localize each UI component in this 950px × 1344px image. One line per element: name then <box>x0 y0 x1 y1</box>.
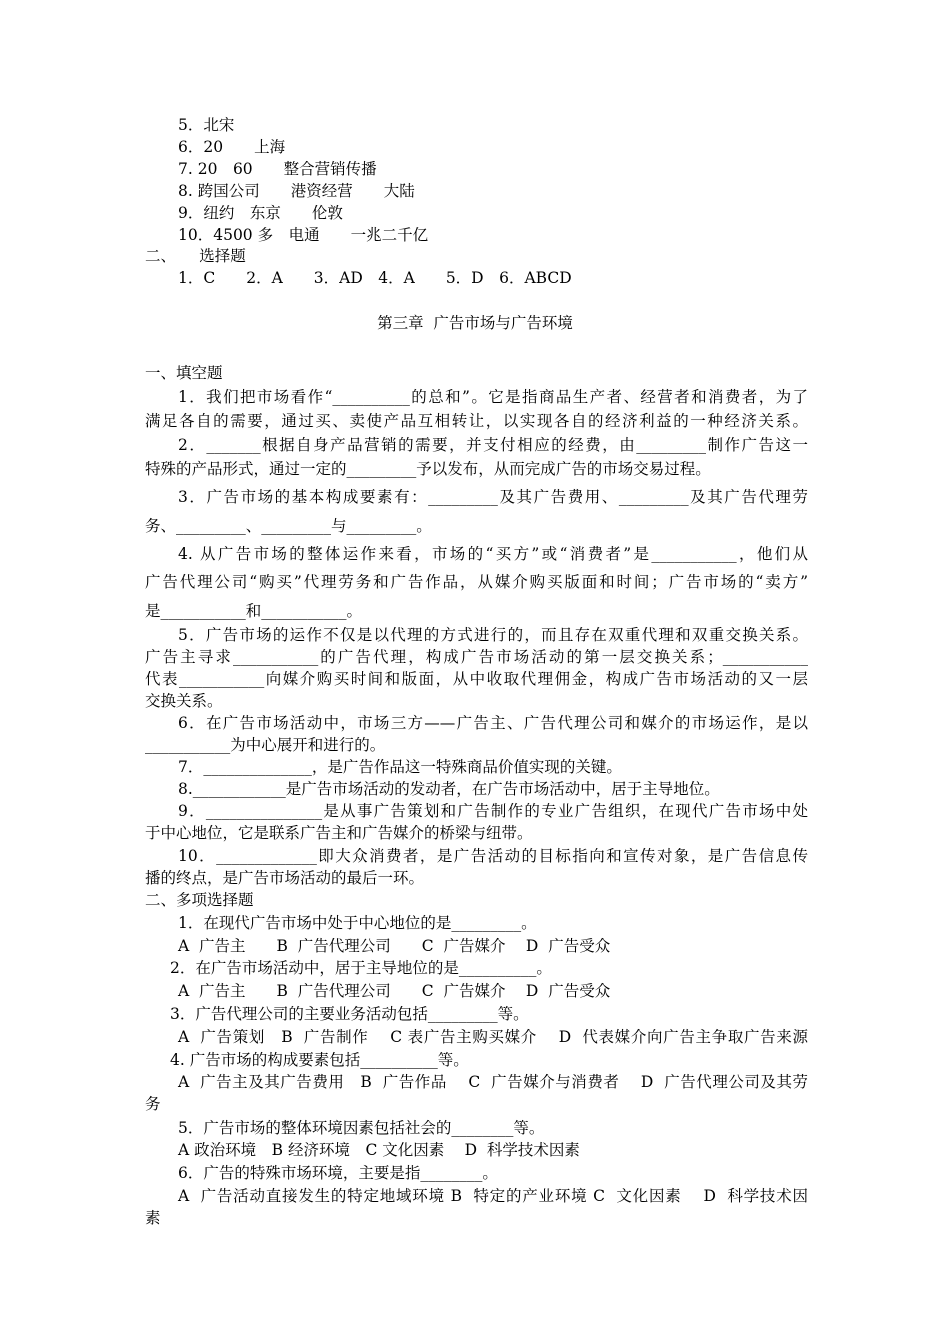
fill-q6-line1: 6．在广告市场活动中，市场三方——广告主、广告代理公司和媒介的市场运作，是以 <box>178 714 808 732</box>
fill-q5-line3: 代表___________向媒介购买时间和版面，从中收取代理佣金，构成广告市场活动的又一层 <box>145 670 808 688</box>
fill-q5-line2: 广告主寻求___________的广告代理，构成广告市场活动的第一层交换关系；___________ <box>145 648 808 666</box>
multi-section-heading: 二、多项选择题 <box>145 891 254 909</box>
multi-q6-options-line1: A 广告活动直接发生的特定地域环境 B 特定的产业环境 C 文化因素 D 科学技术因 <box>178 1187 808 1205</box>
fill-q4-line2: 广告代理公司“购买”代理劳务和广告作品，从媒介购买版面和时间；广告市场的“卖方” <box>145 573 808 591</box>
multi-q1-options: A 广告主 B 广告代理公司 C 广告媒介 D 广告受众 <box>178 937 611 955</box>
fill-q1-line1: 1．我们把市场看作“__________的总和”。它是指商品生产者、经营者和消费者，为了 <box>178 388 808 406</box>
fill-q1-line2: 满足各自的需要，通过买、卖使产品互相转让，以实现各自的经济利益的一种经济关系。 <box>145 412 808 430</box>
fill-q10-line2: 播的终点，是广告市场活动的最后一环。 <box>145 869 425 887</box>
fill-q2-line2: 特殊的产品形式，通过一定的_________予以发布，从而完成广告的市场交易过程。 <box>145 460 711 478</box>
chapter-title: 第三章 广告市场与广告环境 <box>377 314 573 332</box>
multi-q3-options: A 广告策划 B 广告制作 C 表广告主购买媒介 D 代表媒介向广告主争取广告来源 <box>178 1028 808 1046</box>
multi-q5-options: A 政治环境 B 经济环境 C 文化因素 D 科学技术因素 <box>178 1141 580 1159</box>
fill-section-heading: 一、填空题 <box>145 364 223 382</box>
answer-fill-6: 6．20 上海 <box>178 138 286 156</box>
multi-q6: 6．广告的特殊市场环境，主要是指________。 <box>178 1164 498 1182</box>
fill-q3-line2: 务、_________、_________与_________。 <box>145 517 432 535</box>
multi-q4: 4. 广告市场的构成要素包括__________等。 <box>170 1051 469 1069</box>
answer-fill-8: 8. 跨国公司 港资经营 大陆 <box>178 182 415 200</box>
multi-q4-options-line2: 务 <box>145 1095 161 1113</box>
choice-heading: 二、 选择题 <box>145 247 246 265</box>
fill-q4-line1: 4. 从广告市场的整体运作来看，市场的“买方”或“消费者”是___________，他们从 <box>178 545 808 563</box>
multi-q2: 2．在广告市场活动中，居于主导地位的是__________。 <box>170 959 552 977</box>
multi-q2-options: A 广告主 B 广告代理公司 C 广告媒介 D 广告受众 <box>178 982 611 1000</box>
fill-q3-line1: 3．广告市场的基本构成要素有：_________及其广告费用、_________及其广告代理劳 <box>178 488 808 506</box>
fill-q6-line2: ___________为中心展开和进行的。 <box>145 736 386 754</box>
fill-q7: 7．______________，是广告作品这一特殊商品价值实现的关键。 <box>178 758 622 776</box>
fill-q2-line1: 2．_______根据自身产品营销的需要，并支付相应的经费，由_________制作广告这一 <box>178 436 808 454</box>
fill-q5-line4: 交换关系。 <box>145 692 223 710</box>
answer-fill-9: 9．纽约 东京 伦敦 <box>178 204 343 222</box>
answer-fill-7: 7. 20 60 整合营销传播 <box>178 160 377 178</box>
multi-q1: 1．在现代广告市场中处于中心地位的是_________。 <box>178 914 537 932</box>
multi-q3: 3．广告代理公司的主要业务活动包括_________等。 <box>170 1005 529 1023</box>
fill-q9-line2: 于中心地位，它是联系广告主和广告媒介的桥梁与纽带。 <box>145 824 533 842</box>
multi-q4-options-line1: A 广告主及其广告费用 B 广告作品 C 广告媒介与消费者 D 广告代理公司及其劳 <box>178 1073 808 1091</box>
choice-answers: 1．C 2．A 3．AD 4．A 5．D 6．ABCD <box>178 269 572 287</box>
fill-q10-line1: 10．_____________即大众消费者，是广告活动的目标指向和宣传对象，是广告信息传 <box>178 847 808 865</box>
multi-q6-options-line2: 素 <box>145 1209 161 1227</box>
answer-fill-5: 5．北宋 <box>178 116 235 134</box>
fill-q5-line1: 5．广告市场的运作不仅是以代理的方式进行的，而且存在双重代理和双重交换关系。 <box>178 626 808 644</box>
fill-q8: 8.____________是广告市场活动的发动者，在广告市场活动中，居于主导地位。 <box>178 780 720 798</box>
multi-q5: 5．广告市场的整体环境因素包括社会的________等。 <box>178 1119 545 1137</box>
fill-q4-line3: 是___________和___________。 <box>145 602 363 620</box>
answer-fill-10: 10．4500 多 电通 一兆二千亿 <box>178 226 429 244</box>
fill-q9-line1: 9．_______________是从事广告策划和广告制作的专业广告组织，在现代广告市场中处 <box>178 802 808 820</box>
